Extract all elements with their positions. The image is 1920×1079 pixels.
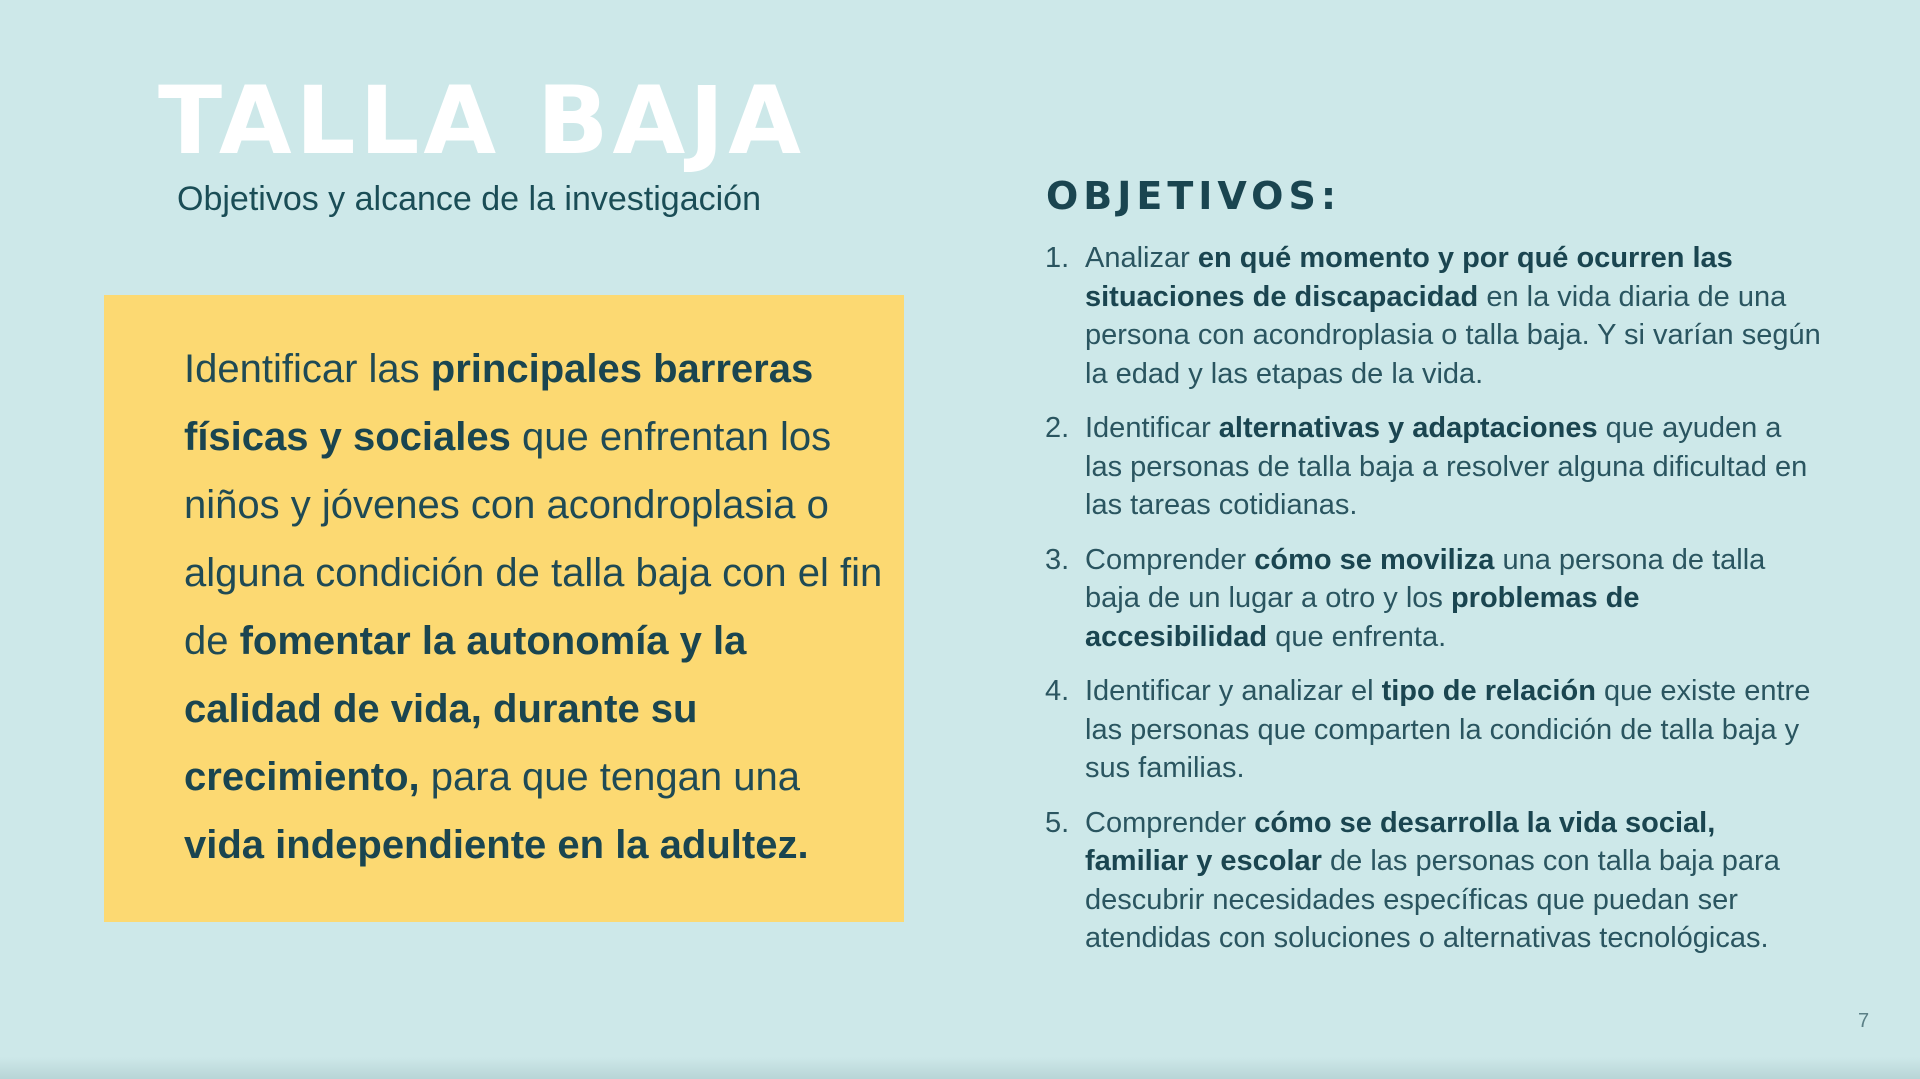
objective-segment-bold: problemas de accesibilidad (1085, 582, 1640, 653)
objective-segment: Identificar (1085, 412, 1219, 444)
main-objective-segment-bold: vida independiente en la adultez. (184, 823, 809, 867)
objective-item-3 (1045, 541, 1825, 657)
main-objective-text (184, 335, 884, 879)
objective-segment: Comprender (1085, 543, 1255, 576)
main-objective-segment: Identificar las (184, 347, 431, 391)
main-objective-segment: para que tengan una (419, 755, 800, 799)
objective-segment-bold: cómo se desarrolla la vida social, familiar y escolar (1085, 806, 1716, 877)
objective-segment: de las personas con talla baja para descubrir necesidades específicas que puedan ser atendidas con soluciones o alternativas tecnológicas. (1085, 845, 1780, 954)
objective-segment: Comprender (1085, 806, 1255, 839)
objective-segment: una persona de talla baja de un lugar a otro y los (1085, 543, 1766, 614)
objective-number: 2. (1045, 412, 1070, 444)
objective-number: 3. (1045, 543, 1070, 576)
bottom-shadow-divider (0, 1057, 1920, 1079)
objective-text (1085, 409, 1825, 525)
main-objective-box (104, 295, 904, 922)
objective-segment: Identificar y analizar el (1085, 675, 1382, 707)
objective-item-1 (1045, 239, 1825, 393)
slide-subtitle: Objetivos y alcance de la investigación (177, 180, 761, 218)
objective-item-2 (1045, 409, 1825, 525)
main-objective-segment-bold: fomentar la autonomía y la calidad de vida, durante su crecimiento, (184, 619, 747, 799)
objective-item-4 (1045, 672, 1825, 788)
objective-text (1085, 804, 1825, 958)
objective-number: 1. (1045, 242, 1070, 274)
objective-segment-bold: en qué momento y por qué ocurren las situaciones de discapacidad (1085, 242, 1733, 313)
main-objective-segment: que enfrentan los niños y jóvenes con acondroplasia o alguna condición de talla baja con el fin de (184, 415, 883, 663)
objective-text (1085, 541, 1825, 657)
objective-text (1085, 239, 1825, 393)
objective-segment-bold: alternativas y adaptaciones (1218, 412, 1598, 444)
objective-text (1085, 672, 1825, 788)
objective-segment-bold: cómo se moviliza (1254, 543, 1495, 576)
slide-title: TALLA BAJA (158, 67, 805, 176)
objective-segment: que enfrenta. (1267, 620, 1447, 653)
objective-segment: Analizar (1085, 242, 1198, 274)
objective-number: 4. (1045, 675, 1070, 707)
objective-number: 5. (1045, 806, 1070, 839)
objective-segment: en la vida diaria de una persona con acondroplasia o talla baja. Y si varían según la edad y las etapas de la vida. (1085, 280, 1821, 390)
objective-segment-bold: tipo de relación (1381, 675, 1596, 707)
objective-segment: que ayuden a las personas de talla baja a resolver alguna dificultad en las tareas cotidianas. (1085, 412, 1808, 521)
page-number: 7 (1858, 1010, 1870, 1032)
objective-item-5 (1045, 804, 1825, 958)
objective-segment: que existe entre las personas que comparten la condición de talla baja y sus familias. (1085, 675, 1811, 784)
objectives-heading: OBJETIVOS: (1046, 174, 1342, 218)
objectives-list (1045, 239, 1825, 974)
main-objective-segment-bold: principales barreras físicas y sociales (184, 347, 814, 459)
